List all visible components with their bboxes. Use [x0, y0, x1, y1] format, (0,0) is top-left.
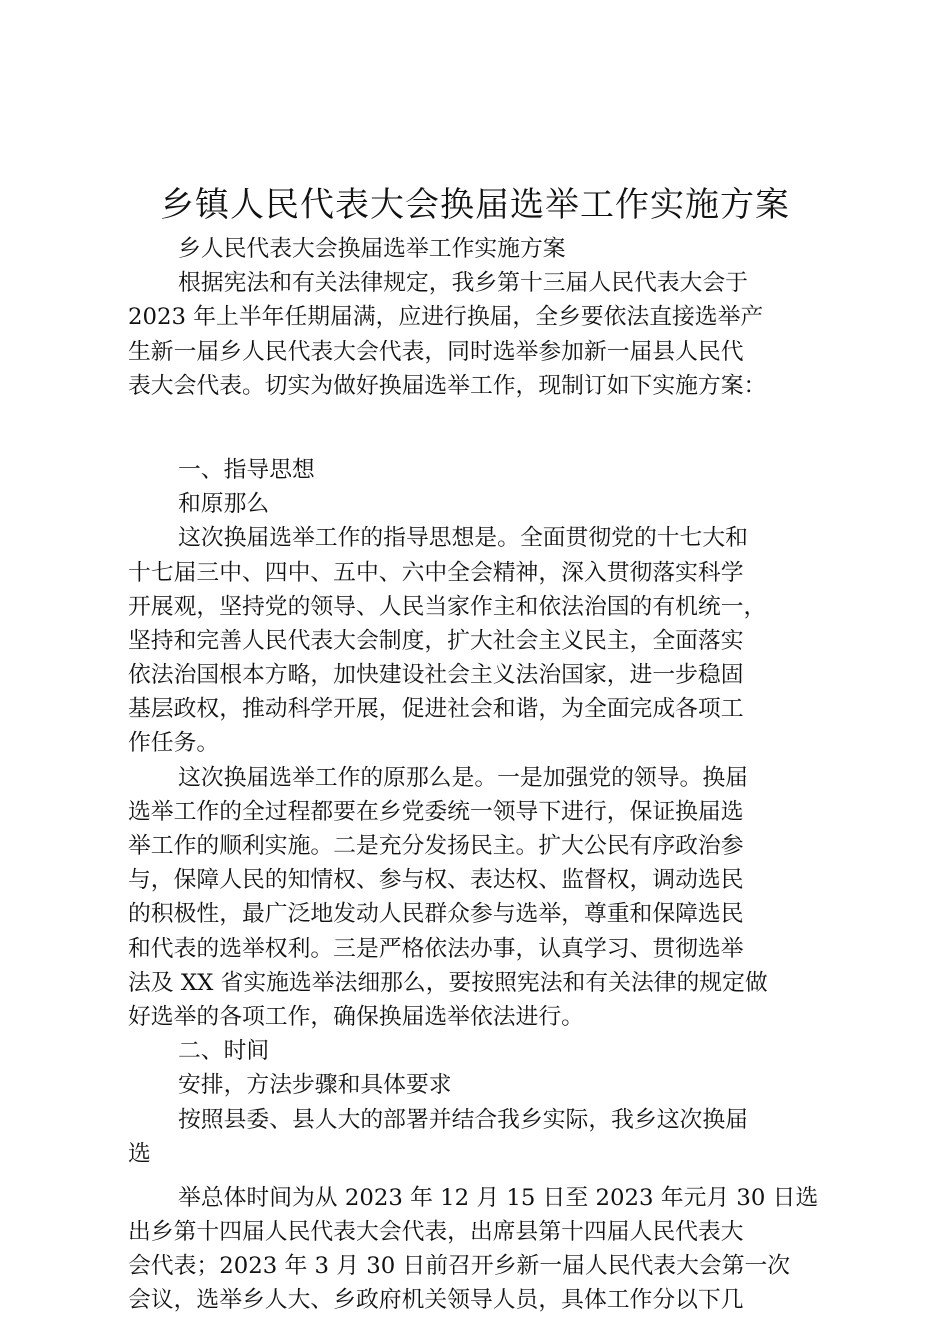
- section-heading: 一、指导思想: [178, 456, 315, 483]
- section-heading: 二、时间: [178, 1038, 270, 1065]
- paragraph-line: 这次换届选举工作的原那么是。一是加强党的领导。换届: [178, 764, 748, 791]
- paragraph-line: 生新一届乡人民代表大会代表，同时选举参加新一届县人民代: [128, 338, 744, 365]
- spacer: [128, 403, 828, 453]
- subtitle-line: 乡人民代表大会换届选举工作实施方案: [178, 236, 566, 262]
- section-heading-continuation: 和原那么: [178, 491, 270, 518]
- paragraph-line: 开展观，坚持党的领导、人民当家作主和依法治国的有机统一，: [128, 593, 767, 620]
- document-title: 乡镇人民代表大会换届选举工作实施方案: [160, 185, 790, 225]
- paragraph-line: 举工作的顺利实施。二是充分发扬民主。扩大公民有序政治参: [128, 833, 744, 859]
- paragraph-line: 依法治国根本方略，加快建设社会主义法治国家，进一步稳固: [128, 662, 744, 689]
- paragraph-line: 根据宪法和有关法律规定，我乡第十三届人民代表大会于: [178, 270, 748, 297]
- paragraph-line: 十七届三中、四中、五中、六中全会精神，深入贯彻落实科学: [128, 559, 744, 586]
- paragraph-line: 法及 XX 省实施选举法细那么，要按照宪法和有关法律的规定做: [128, 969, 768, 996]
- paragraph-line: 好选举的各项工作，确保换届选举依法进行。: [128, 1003, 584, 1030]
- paragraph-line: 表大会代表。切实为做好换届选举工作，现制订如下实施方案：: [128, 372, 767, 399]
- spacer: [128, 1171, 828, 1181]
- paragraph-line: 和代表的选举权利。三是严格依法办事，认真学习、贯彻选举: [128, 935, 744, 962]
- paragraph-line: 举总体时间为从 2023 年 12 月 15 日至 2023 年元月 30 日选: [178, 1184, 819, 1211]
- paragraph-line: 作任务。: [128, 730, 220, 757]
- paragraph-line: 这次换届选举工作的指导思想是。全面贯彻党的十七大和: [178, 525, 748, 552]
- paragraph-line: 基层政权，推动科学开展，促进社会和谐，为全面完成各项工: [128, 696, 744, 723]
- paragraph-line: 会议，选举乡人大、乡政府机关领导人员，具体工作分以下几: [128, 1287, 744, 1314]
- section-heading-continuation: 安排，方法步骤和具体要求: [178, 1072, 452, 1099]
- paragraph-line: 的积极性，最广泛地发动人民群众参与选举，尊重和保障选民: [128, 901, 744, 928]
- paragraph-line: 会代表；2023 年 3 月 30 日前召开乡新一届人民代表大会第一次: [128, 1253, 791, 1280]
- paragraph-line: 选: [128, 1140, 151, 1167]
- paragraph-line: 坚持和完善人民代表大会制度，扩大社会主义民主，全面落实: [128, 627, 744, 654]
- document-body: [128, 232, 828, 1318]
- paragraph-line: 选举工作的全过程都要在乡党委统一领导下进行，保证换届选: [128, 798, 744, 825]
- paragraph-line: 按照县委、县人大的部署并结合我乡实际，我乡这次换届: [178, 1106, 748, 1133]
- paragraph-line: 2023 年上半年任期届满，应进行换届，全乡要依法直接选举产: [128, 304, 764, 331]
- paragraph-line: 与，保障人民的知情权、参与权、表达权、监督权，调动选民: [128, 867, 744, 894]
- paragraph-line: 出乡第十四届人民代表大会代表，出席县第十四届人民代表大: [128, 1219, 744, 1246]
